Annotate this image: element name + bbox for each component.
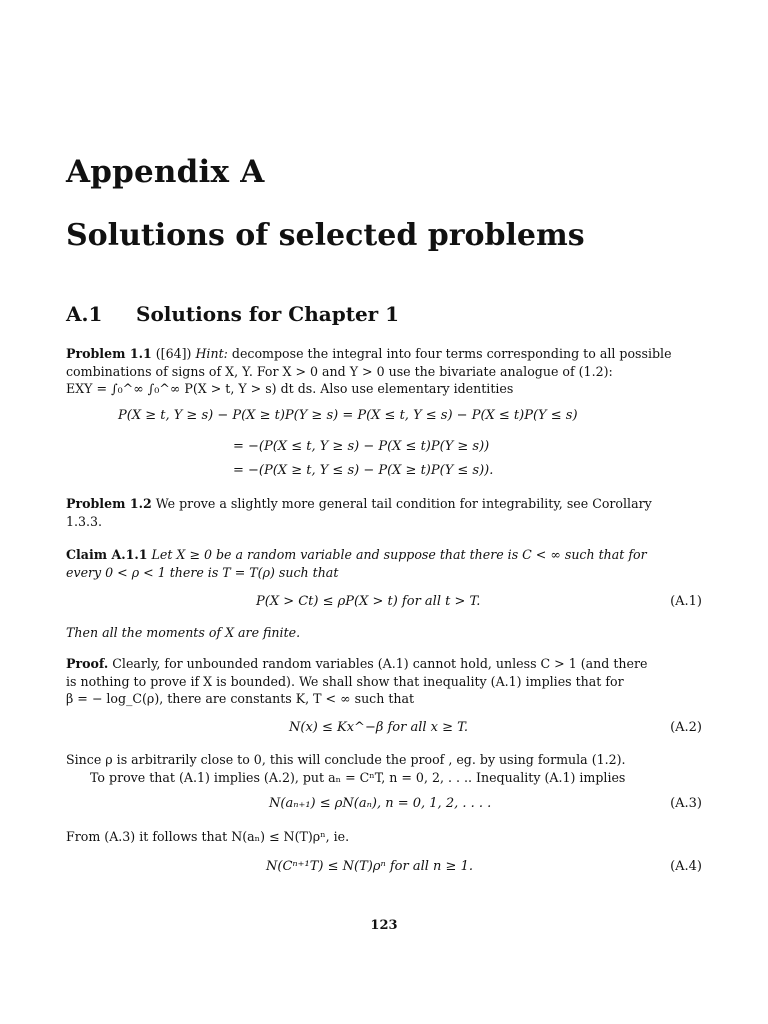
proof-text-3: β = − log_C(ρ), there are constants K, T < ∞ such that [66,691,415,706]
problem-1-2-text-1: We prove a slightly more general tail condition for integrability, see Corollary [155,496,652,511]
equation-a2-number: (A.2) [670,720,702,735]
problem-1-1-label: Problem 1.1 [66,346,152,361]
problem-1-1-text-1: decompose the integral into four terms corresponding to all possible [231,346,672,361]
proof-line-1 [66,655,704,673]
equation-a1-number: (A.1) [670,594,702,609]
claim-text-2: every 0 < ρ < 1 there is T = T(ρ) such that [66,564,339,580]
problem-1-1-ref: ([64]) [155,346,192,361]
equation-a1: P(X > Ct) ≤ ρP(X > t) for all t > T. [256,594,481,609]
section-heading [66,302,399,326]
claim-label: Claim A.1.1 [66,547,148,562]
problem-1-1-line-1 [66,345,704,363]
equation-a4: N(Cⁿ⁺¹T) ≤ N(T)ρⁿ for all n ≥ 1. [266,859,473,874]
proof-paragraph [66,655,704,708]
problem-1-1-paragraph [66,345,704,398]
problem-1-2-label: Problem 1.2 [66,496,152,511]
problem-1-2-text-2: 1.3.3. [66,513,103,529]
problem-1-2-paragraph [66,495,704,530]
section-title: Solutions for Chapter 1 [136,302,400,326]
problem-1-2-line-1 [66,495,704,513]
proof-continuation [66,751,704,786]
identity-line-3: = −(P(X ≥ t, Y ≤ s) − P(X ≥ t)P(Y ≤ s)). [233,463,494,478]
proof-text-2: is nothing to prove if X is bounded). We shall show that inequality (A.1) implies that for [66,673,624,689]
identity-line-2: = −(P(X ≤ t, Y ≥ s) − P(X ≤ t)P(Y ≥ s)) [233,439,490,454]
equation-a3: N(aₙ₊₁) ≤ ρN(aₙ), n = 0, 1, 2, . . . . [269,796,492,811]
claim-conclusion: Then all the moments of X are finite. [66,625,301,640]
proof-label: Proof. [66,656,109,671]
chapter-title: Solutions of selected problems [66,218,585,253]
claim-text-1: Let X ≥ 0 be a random variable and suppose that there is C < ∞ such that for [151,547,647,562]
page-number: 123 [370,918,398,933]
equation-a2: N(x) ≤ Kx^−β for all x ≥ T. [289,720,469,735]
problem-1-1-text-3: EXY = ∫₀^∞ ∫₀^∞ P(X > t, Y > s) dt ds. Also use elementary identities [66,381,514,396]
equation-a3-number: (A.3) [670,796,702,811]
claim-line-1 [66,546,704,564]
proof-text-4: Since ρ is arbitrarily close to 0, this will conclude the proof , eg. by using formula (1.2). [66,752,626,767]
equation-a4-number: (A.4) [670,859,702,874]
claim-paragraph [66,546,704,581]
proof-text-1: Clearly, for unbounded random variables (A.1) cannot hold, unless C > 1 (and there [112,656,648,671]
problem-1-1-text-2: combinations of signs of X, Y. For X > 0 and Y > 0 use the bivariate analogue of (1.2): [66,363,613,379]
appendix-heading: Appendix A [66,154,265,190]
identity-line-1: P(X ≥ t, Y ≥ s) − P(X ≥ t)P(Y ≥ s) = P(X ≤ t, Y ≤ s) − P(X ≤ t)P(Y ≤ s) [118,408,578,423]
proof-text-6: From (A.3) it follows that N(aₙ) ≤ N(T)ρⁿ, ie. [66,829,350,844]
proof-text-5: To prove that (A.1) implies (A.2), put aₙ = CⁿT, n = 0, 2, . . .. Inequality (A.1) implies [90,769,626,785]
section-number: A.1 [66,302,103,326]
hint-label: Hint: [195,346,228,361]
